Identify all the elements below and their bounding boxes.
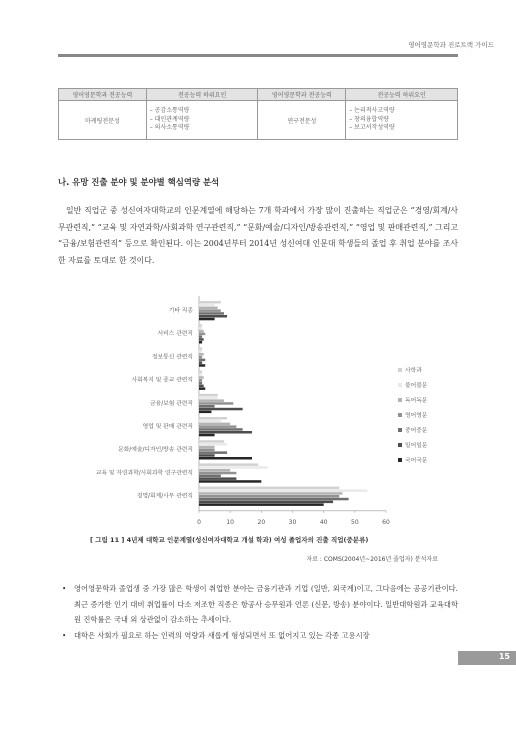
sub-factor-list [146,101,258,140]
data-bar [199,449,215,452]
category-label: 교육 및 자연과학/사회과학 연구관련직 [95,470,193,477]
data-bar [199,420,221,423]
legend-swatch [398,413,402,417]
legend-swatch [398,443,402,447]
x-tick-label: 10 [226,518,234,526]
data-bar [199,307,218,310]
legend-swatch [398,368,402,372]
data-bar [199,417,227,420]
data-bar [199,446,215,449]
table-row [59,101,458,140]
data-bar [199,341,202,344]
sub-factor-item: – 의사소통역량 [149,124,190,132]
data-bar [199,371,202,374]
sub-factor-item: – 공감소통역량 [149,107,190,115]
data-bar [199,312,224,315]
table-header-row [59,89,458,101]
data-bar [199,324,202,327]
header-rule [58,54,458,57]
competency-name: 마케팅전문성 [59,101,147,140]
data-bar [199,489,367,492]
x-tick-label: 20 [257,518,266,526]
category-label: 영업 및 판매 관련직 [142,424,193,430]
legend-label: 일어일문 [405,443,428,449]
data-bar [199,457,252,460]
legend-label: 영어영문 [405,413,428,419]
legend-swatch [398,428,402,432]
data-bar [199,397,218,400]
legend-swatch [398,383,402,387]
data-bar [199,405,215,408]
body-paragraph: 일반 직업군 중 성신여자대학교의 인문계열에 해당하는 7개 학과에서 가장 많이 진출하는 직업군은 “경영/회계/사무관련직,” “교육 및 자연과학/사회과학 연구관련직,” “문화/예술/디자인/방송관련직,” “영업 및 판매관련직,” 그리고 “금융/보험관련직” 등으로 확인된다. 이는 2004년부터 2014년 성신여대 인문대 학생들의 졸업 후 취업 분야를 조사한 자료를 토대로 한 것이다. [58,206,458,265]
category-label: 문화/예술/디자인/방송 관련직 [118,447,193,454]
data-bar [199,327,202,330]
legend-label: 불어불문 [405,383,428,389]
table-header-cell: 전공능력 하위요인 [146,89,258,101]
data-bar [199,376,204,379]
sub-factor-item: – 대인관계역량 [149,115,190,123]
data-bar [199,451,227,454]
data-bar [199,434,215,437]
data-bar [199,402,233,405]
data-bar [199,440,224,443]
data-bar [199,394,218,397]
data-bar [199,338,204,341]
data-bar [199,347,202,350]
data-bar [199,454,215,457]
data-bar [199,382,202,385]
data-bar [199,466,268,469]
table-header-cell: 영어영문학과 전공능력 [258,89,346,101]
figure-source: 자료 : COMS(2004년~2016년 졸업자) 분석자료 [306,556,438,563]
legend-swatch [398,458,402,462]
bullet-item: • 대학은 사회가 필요로 하는 인력의 역량과 새롭게 형성되면서 또 없어지고 있는 각종 고용시장 [62,628,458,644]
data-bar [199,333,205,336]
x-tick-label: 30 [288,518,297,526]
data-bar [199,501,333,504]
legend-swatch [398,398,402,402]
category-label: 서비스 관련직 [157,331,193,338]
section-heading: 나. 유망 진출 분야 및 분야별 핵심역량 분석 [58,177,220,187]
data-bar [199,335,202,338]
data-bar [199,477,236,480]
data-bar [199,475,221,478]
data-bar [199,408,243,411]
data-bar [199,353,204,356]
data-bar [199,428,243,431]
data-bar [199,487,339,490]
data-bar [199,492,342,495]
data-bar [199,423,230,426]
category-label: 금융/보험 관련직 [150,400,193,407]
category-label: 기타 직종 [168,308,193,314]
page-number: 15 [498,652,510,661]
data-bar [199,425,236,428]
category-label: 사회복지 및 종교 관련직 [131,377,193,384]
data-bar [199,361,202,364]
data-bar [199,330,204,333]
data-bar [199,315,227,318]
legend-label: 국어국문 [405,458,428,464]
x-tick-label: 60 [382,518,390,526]
data-bar [199,301,221,304]
data-bar [199,364,205,367]
data-bar [199,431,252,434]
data-bar [199,385,204,388]
running-header: 영어영문학과 진로트랙 가이드 [408,41,494,49]
table-header-cell: 영어영문학과 전공능력 [59,89,147,101]
table-header-cell: 전공능력 하위요인 [346,89,458,101]
data-bar [199,469,230,472]
data-bar [199,373,202,376]
data-bar [199,359,205,362]
sub-factor-item: – 창의융합역량 [349,115,389,123]
bullet-item: • 영어영문학과 졸업생 중 가장 많은 학생이 취업한 분야는 금융기관과 기업 (일반, 외국계)이고, 그다음에는 공공기관이다. 최근 증가한 인기 대비 취업률이 다소 저조한 직종은 항공사 승무원과 언론 (신문, 방송) 분야이다. 일반대학원과 교육대학원 진학률은 국내 외 상관없이 감소하는 추세이다. [62,581,458,628]
figure-caption: [ 그림 11 ] 4년제 대학교 인문계열(성신여자대학교 개설 학과) 여성 졸업자의 진출 직업(중분류) [90,536,369,544]
data-bar [199,498,349,501]
x-tick-label: 40 [319,518,328,526]
data-bar [199,495,339,498]
data-bar [199,350,202,353]
sub-factor-item: – 보고서작성역량 [349,124,395,132]
data-bar [199,318,215,321]
data-bar [199,356,202,359]
data-bar [199,463,258,466]
legend-label: 독어독문 [405,398,428,404]
sub-factor-item: – 논리적사고역량 [349,107,395,115]
data-bar [199,443,227,446]
x-tick-label: 50 [351,518,359,526]
legend-label: 중어중문 [405,428,428,434]
x-tick-label: 0 [197,518,201,526]
category-label: 경영/회계/사무 관련직 [136,493,193,500]
data-bar [199,399,224,402]
bullet-list [62,581,458,643]
sub-factor-list [346,101,458,140]
data-bar [199,379,202,382]
data-bar [199,387,205,390]
data-bar [199,472,236,475]
data-bar [199,411,211,414]
legend-label: 사학과 [405,368,422,374]
category-label: 정보통신 관련직 [151,354,193,361]
occupation-bar-chart [58,292,458,532]
data-bar [199,503,324,506]
competency-name: 연구전문성 [258,101,346,140]
data-bar [199,304,215,307]
competency-table [58,88,458,140]
data-bar [199,309,221,312]
data-bar [199,480,261,483]
